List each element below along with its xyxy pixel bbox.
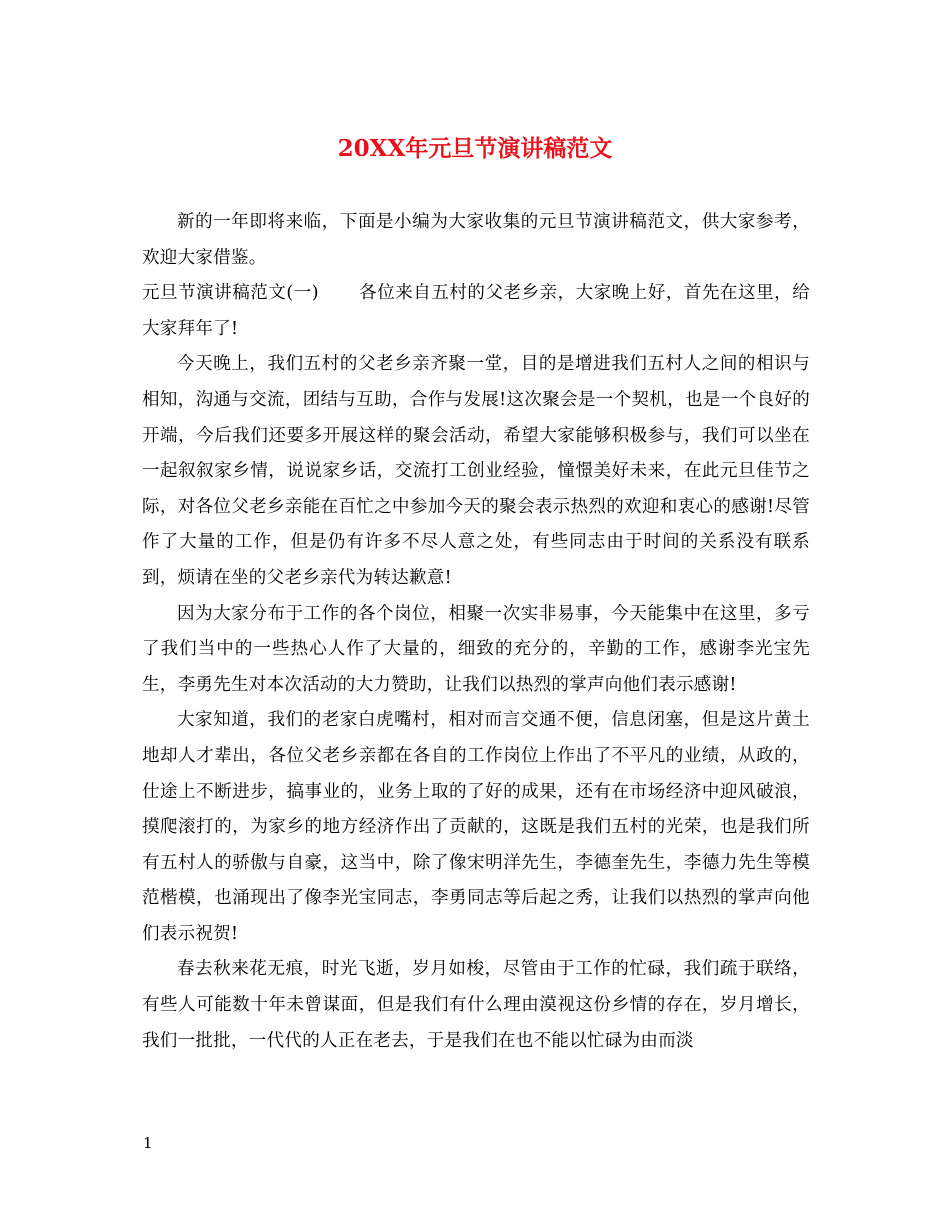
body-paragraph: 今天晚上，我们五村的父老乡亲齐聚一堂，目的是增进我们五村人之间的相识与相知，沟通与交流，团结与互助，合作与发展!这次聚会是一个契机，也是一个良好的开端，今后我们还要多开展这样的聚会活动，希望大家能够积极参与，我们可以坐在一起叙叙家乡情，说说家乡话，交流打工创业经验，憧憬美好未来，在此元旦佳节之际，对各位父老乡亲能在百忙之中参加今天的聚会表示热烈的欢迎和衷心的感谢!尽管作了大量的工作，但是仍有许多不尽人意之处，有些同志由于时间的关系没有联系到，烦请在坐的父老乡亲代为转达歉意! [142,354,810,588]
body-paragraph: 春去秋来花无痕，时光飞逝，岁月如梭，尽管由于工作的忙碌，我们疏于联络，有些人可能数十年未曾谋面，但是我们有什么理由漠视这份乡情的存在，岁月增长，我们一批批，一代代的人正在老去，于是我们在也不能以忙碌为由而淡 [142,959,810,1051]
document-title: 20XX年元旦节演讲稿范文 [337,135,613,162]
section-paragraph [142,276,810,347]
greeting-text: 各位来自五村的父老乡亲，大家晚上好，首先在这里，给大家拜年了! [142,283,810,339]
body-paragraph: 因为大家分布于工作的各个岗位，相聚一次实非易事，今天能集中在这里，多亏了我们当中的一些热心人作了大量的，细致的充分的，辛勤的工作，感谢李光宝先生，李勇先生对本次活动的大力赞助，让我们以热烈的掌声向他们表示感谢! [142,603,810,695]
section-heading: 元旦节演讲稿范文(一) [142,283,319,304]
page-number: 1 [143,1134,153,1152]
intro-paragraph: 新的一年即将来临，下面是小编为大家收集的元旦节演讲稿范文，供大家参考，欢迎大家借鉴。 [142,212,810,268]
document-body [142,205,810,1059]
body-paragraph: 大家知道，我们的老家白虎嘴村，相对而言交通不便，信息闭塞，但是这片黄土地却人才辈出，各位父老乡亲都在各自的工作岗位上作出了不平凡的业绩，从政的，仕途上不断进步，搞事业的，业务上取的了好的成果，还有在市场经济中迎风破浪，摸爬滚打的，为家乡的地方经济作出了贡献的，这既是我们五村的光荣，也是我们所有五村人的骄傲与自豪，这当中，除了像宋明洋先生，李德奎先生，李德力先生等模范楷模，也涌现出了像李光宝同志，李勇同志等后起之秀，让我们以热烈的掌声向他们表示祝贺! [142,710,810,944]
